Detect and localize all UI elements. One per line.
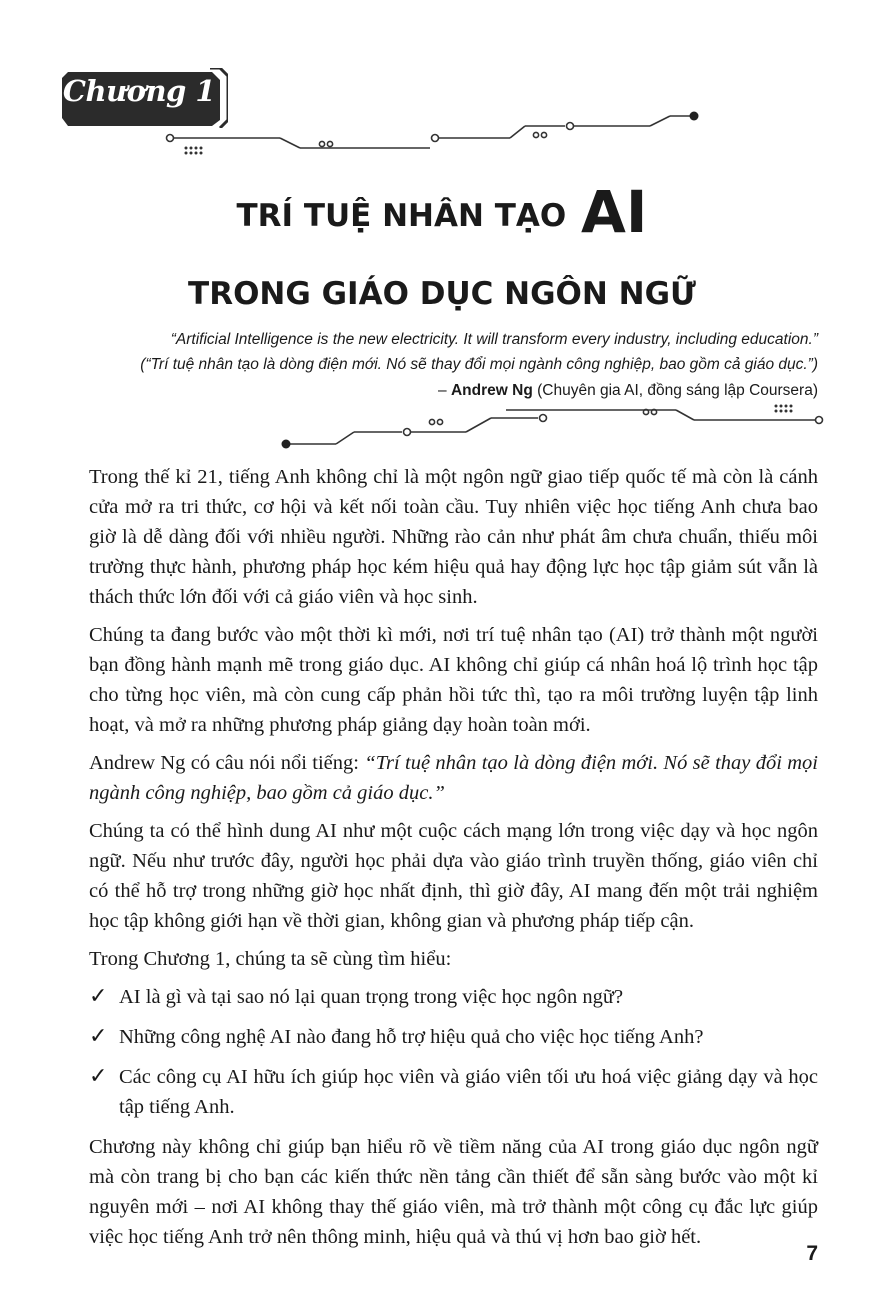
epigraph-author: Andrew Ng xyxy=(450,382,533,399)
chapter-title-text: TRÍ TUỆ NHÂN TẠO xyxy=(236,198,567,234)
checklist-intro: Trong Chương 1, chúng ta sẽ cùng tìm hiểu: xyxy=(89,948,452,970)
body-text xyxy=(89,462,818,1260)
checklist-item-text: Những công nghệ AI nào đang hỗ trợ hiệu quả cho việc học tiếng Anh? xyxy=(119,1026,704,1048)
chapter-label: Chương 1 xyxy=(62,74,216,108)
circuit-decoration-bottom xyxy=(276,400,826,452)
page-number: 7 xyxy=(806,1242,818,1265)
check-icon: ✓ xyxy=(89,1024,108,1049)
circuit-decoration-top xyxy=(150,100,710,162)
epigraph-author-role: (Chuyên gia AI, đồng sáng lập Coursera) xyxy=(532,382,818,399)
checklist-item xyxy=(89,1022,818,1052)
chapter-title-line-1 xyxy=(0,178,884,246)
paragraph-4: Chúng ta có thể hình dung AI như một cuộc cách mạng lớn trong việc dạy và học ngôn ngữ. Nếu như trước đây, người học phải dựa vào giáo trình truyền thống, giáo viên chỉ có thể hỗ trợ trong những giờ học nhất định, thì giờ đây, AI mang đến một trải nghiệm học tập không giới hạn về thời gian, không gian và phương pháp tiếp cận. xyxy=(89,820,818,932)
checklist-item-text: Các công cụ AI hữu ích giúp học viên và giáo viên tối ưu hoá việc giảng dạy và học tập tiếng Anh. xyxy=(119,1066,818,1118)
epigraph-attribution xyxy=(438,382,818,400)
paragraph-3-quote: “Trí tuệ nhân tạo là dòng điện mới. Nó sẽ thay đổi mọi ngành công nghiệp, bao gồm cả giáo dục.” xyxy=(89,752,818,804)
paragraph-2: Chúng ta đang bước vào một thời kì mới, nơi trí tuệ nhân tạo (AI) trở thành một người bạn đồng hành mạnh mẽ trong giáo dục. AI không chỉ giúp cá nhân hoá lộ trình học tập cho từng học viên, mà còn cung cấp phản hồi tức thì, tạo ra môi trường luyện tập linh hoạt, và mở ra những phương pháp giảng dạy hoàn toàn mới. xyxy=(89,624,818,736)
checklist xyxy=(89,982,818,1122)
chapter-title-ai: AI xyxy=(581,178,648,246)
check-icon: ✓ xyxy=(89,984,108,1009)
paragraph-1: Trong thế kỉ 21, tiếng Anh không chỉ là một ngôn ngữ giao tiếp quốc tế mà còn là cánh cửa mở ra tri thức, cơ hội và kết nối toàn cầu. Tuy nhiên việc học tiếng Anh chưa bao giờ là dễ dàng đối với nhiều người. Những rào cản như phát âm chưa chuẩn, thiếu môi trường thực hành, phương pháp học kém hiệu quả hay động lực học tập giảm sút vẫn là thách thức lớn đối với cả giáo viên và học sinh. xyxy=(89,466,818,608)
epigraph-dash: – xyxy=(438,382,451,399)
closing-paragraph: Chương này không chỉ giúp bạn hiểu rõ về tiềm năng của AI trong giáo dục ngôn ngữ mà còn trang bị cho bạn các kiến thức nền tảng cần thiết để sẵn sàng bước vào một kỉ nguyên mới – nơi AI không thay thế giáo viên, mà trở thành một công cụ đắc lực giúp việc học tiếng Anh trở nên thông minh, hiệu quả và thú vị hơn bao giờ hết. xyxy=(89,1136,818,1248)
chapter-title-line-2: TRONG GIÁO DỤC NGÔN NGỮ xyxy=(188,276,696,312)
epigraph-vietnamese: (“Trí tuệ nhân tạo là dòng điện mới. Nó sẽ thay đổi mọi ngành công nghiệp, bao gồm cả giáo dục.”) xyxy=(140,356,818,373)
epigraph-english: “Artificial Intelligence is the new electricity. It will transform every industry, including education.” xyxy=(170,331,818,348)
checklist-item xyxy=(89,982,818,1012)
paragraph-3-lead: Andrew Ng có câu nói nổi tiếng: xyxy=(89,752,365,774)
checklist-item xyxy=(89,1062,818,1122)
check-icon: ✓ xyxy=(89,1064,108,1089)
paragraph-3 xyxy=(89,748,818,808)
checklist-item-text: AI là gì và tại sao nó lại quan trọng trong việc học ngôn ngữ? xyxy=(119,986,624,1008)
